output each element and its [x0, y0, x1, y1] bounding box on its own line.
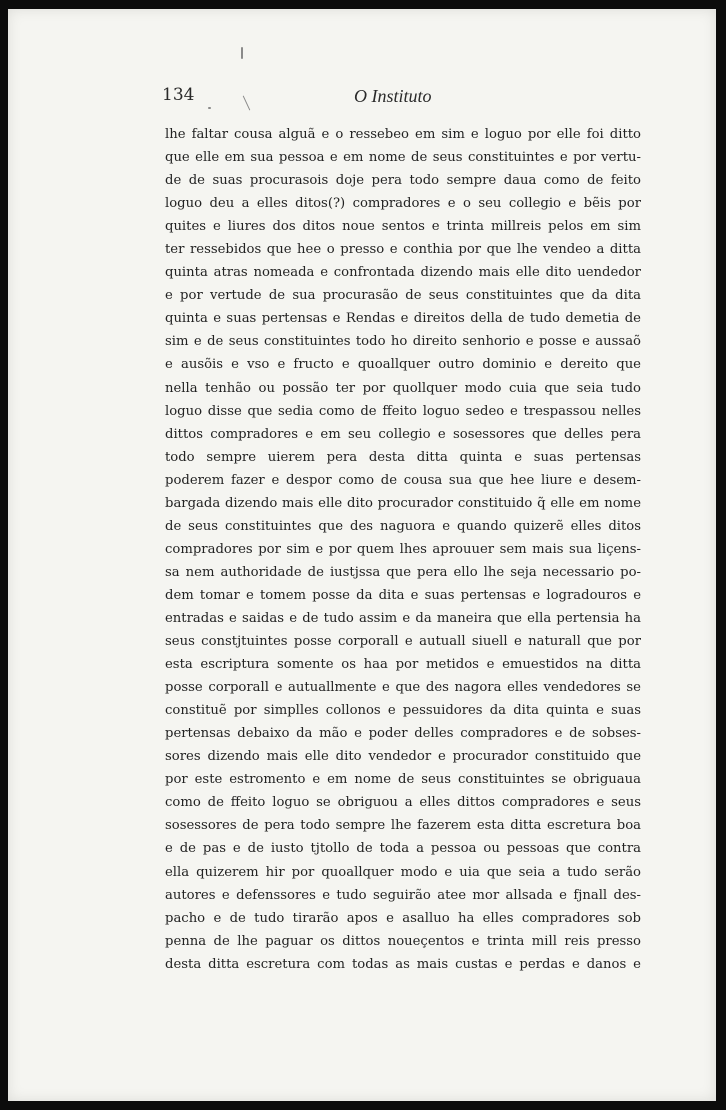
text-line: bargada dizendo mais elle dito procurador constituido q̃ elle em nome	[165, 495, 641, 511]
text-line: dem tomar e tomem posse da dita e suas pertensas e logradouros e	[165, 587, 641, 603]
text-line: por este estromento e em nome de seus constituintes se obriguaua	[165, 772, 641, 788]
text-line: todo sempre uierem pera desta ditta quinta e suas pertensas	[165, 449, 641, 465]
text-line: autores e defenssores e tudo seguirão atee mor allsada e fjnall des-	[165, 887, 641, 903]
text-line: de de suas procurasois doje pera todo sempre daua como de feito	[165, 173, 641, 189]
text-line: que elle em sua pessoa e em nome de seus constituintes e por vertu-	[165, 150, 641, 166]
text-line: e por vertude de sua procurasão de seus constituintes que da dita	[165, 288, 641, 304]
text-line: e de pas e de iusto tjtollo de toda a pessoa ou pessoas que contra	[165, 841, 641, 857]
text-line: loguo disse que sedia como de ffeito loguo sedeo e trespassou nelles	[165, 403, 641, 419]
text-line: sa nem authoridade de iustjssa que pera ello lhe seja necessario po-	[165, 564, 641, 580]
text-line: sosessores de pera todo sempre lhe fazerem esta ditta escretura boa	[165, 818, 641, 834]
text-line: esta escriptura somente os haa por metidos e emuestidos na ditta	[165, 657, 641, 673]
running-title: O Instituto	[354, 86, 432, 106]
text-line: pacho e de tudo tirarão apos e asalluo ha elles compradores sob	[165, 910, 641, 926]
text-line: desta ditta escretura com todas as mais custas e perdas e danos e	[165, 956, 641, 972]
text-line: sores dizendo mais elle dito vendedor e procurador constituido que	[165, 749, 641, 765]
scan-speck	[241, 47, 243, 59]
body-text	[165, 123, 641, 976]
text-line: como de ffeito loguo se obriguou a elles dittos compradores e seus	[165, 795, 641, 811]
text-line: quites e liures dos ditos noue sentos e trinta millreis pelos em sim	[165, 219, 641, 235]
text-line: loguo deu a elles ditos(?) compradores e o seu collegio e bẽis por	[165, 196, 641, 212]
text-line: ter ressebidos que hee o presso e conthia por que lhe vendeo a ditta	[165, 242, 641, 258]
text-line: ella quizerem hir por quoallquer modo e uia que seia a tudo serão	[165, 864, 641, 880]
text-line: posse corporall e autuallmente e que des nagora elles vendedores se	[165, 680, 641, 696]
text-line: quinta atras nomeada e confrontada dizendo mais elle dito uendedor	[165, 265, 641, 281]
text-line: seus constjtuintes posse corporall e autuall siuell e naturall que por	[165, 634, 641, 650]
scan-speck	[208, 107, 211, 109]
text-line: quinta e suas pertensas e Rendas e direitos della de tudo demetia de	[165, 311, 641, 327]
text-line: poderem fazer e despor como de cousa sua que hee liure e desem-	[165, 472, 641, 488]
text-line: pertensas debaixo da mão e poder delles compradores e de sobses-	[165, 726, 641, 742]
text-line: penna de lhe paguar os dittos noueçentos e trinta mill reis presso	[165, 933, 641, 949]
scan-speck	[243, 96, 251, 111]
text-line: de seus constituintes que des naguora e quando quizerẽ elles ditos	[165, 518, 641, 534]
text-line: nella tenhão ou possão ter por quollquer modo cuia que seia tudo	[165, 380, 641, 396]
text-line: compradores por sim e por quem lhes aprouuer sem mais sua liçens-	[165, 541, 641, 557]
text-line: entradas e saidas e de tudo assim e da maneira que ella pertensia ha	[165, 610, 641, 626]
page-number: 134	[162, 85, 195, 105]
text-line: lhe faltar cousa alguã e o ressebeo em sim e loguo por elle foi ditto	[165, 127, 641, 142]
text-line: dittos compradores e em seu collegio e sosessores que delles pera	[165, 426, 641, 442]
text-line: constituẽ por simplles collonos e pessuidores da dita quinta e suas	[165, 703, 641, 719]
text-line: e ausõis e vso e fructo e quoallquer outro dominio e dereito que	[165, 357, 641, 373]
book-page	[8, 9, 716, 1101]
text-line: sim e de seus constituintes todo ho direito senhorio e posse e aussaõ	[165, 334, 641, 350]
